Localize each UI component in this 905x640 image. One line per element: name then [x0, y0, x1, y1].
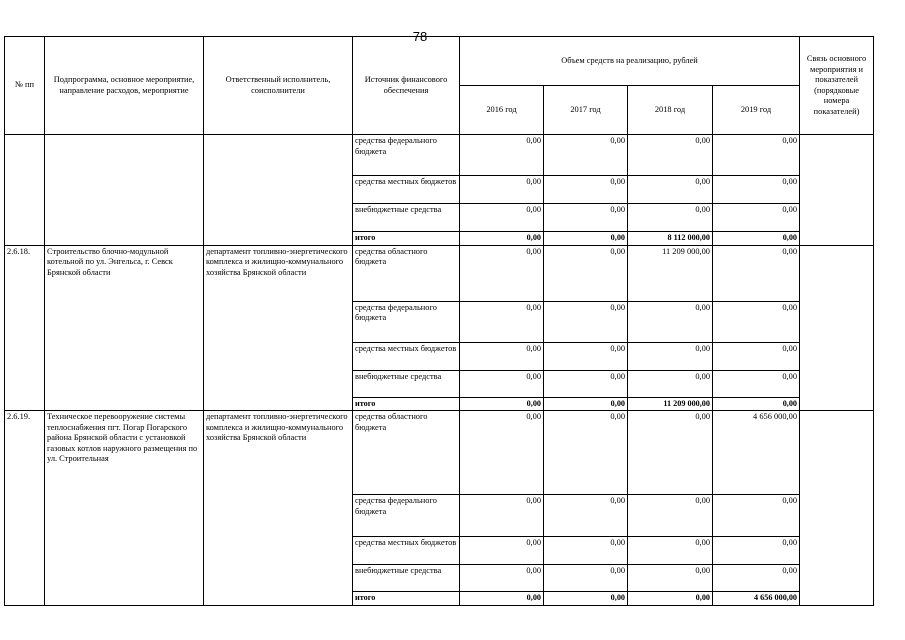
- source-cell: средства областного бюджета: [353, 245, 460, 301]
- value-2017: 0,00: [544, 176, 628, 204]
- source-cell: средства федерального бюджета: [353, 135, 460, 176]
- value-2018: 11 209 000,00: [628, 397, 713, 411]
- value-2017: 0,00: [544, 245, 628, 301]
- value-2016: 0,00: [460, 232, 544, 246]
- value-2017: 0,00: [544, 342, 628, 370]
- header-volume: Объем средств на реализацию, рублей: [460, 37, 800, 86]
- value-2018: 0,00: [628, 565, 713, 592]
- value-2016: 0,00: [460, 411, 544, 495]
- value-2017: 0,00: [544, 232, 628, 246]
- budget-table-body: [5, 135, 874, 606]
- value-2016: 0,00: [460, 537, 544, 565]
- header-indicator-link: Связь основного мероприятия и показателей (порядковые номера показателей): [800, 37, 874, 135]
- value-2019: 0,00: [713, 342, 800, 370]
- table-row: [5, 245, 874, 301]
- value-2017: 0,00: [544, 592, 628, 606]
- program-cell: [45, 135, 204, 246]
- value-2018: 0,00: [628, 135, 713, 176]
- table-row: [5, 411, 874, 495]
- source-cell: итого: [353, 592, 460, 606]
- value-2019: 0,00: [713, 495, 800, 537]
- value-2017: 0,00: [544, 397, 628, 411]
- source-cell: средства федерального бюджета: [353, 301, 460, 342]
- value-2019: 0,00: [713, 397, 800, 411]
- value-2018: 8 112 000,00: [628, 232, 713, 246]
- indicator-link-cell: [800, 245, 874, 411]
- value-2018: 0,00: [628, 176, 713, 204]
- value-2017: 0,00: [544, 537, 628, 565]
- value-2016: 0,00: [460, 495, 544, 537]
- value-2019: 0,00: [713, 301, 800, 342]
- row-number-cell: 2.6.18.: [5, 245, 45, 411]
- header-executor: Ответственный исполнитель, соисполнители: [204, 37, 353, 135]
- value-2018: 0,00: [628, 342, 713, 370]
- value-2017: 0,00: [544, 495, 628, 537]
- header-year-2018: 2018 год: [628, 86, 713, 135]
- value-2016: 0,00: [460, 397, 544, 411]
- value-2016: 0,00: [460, 135, 544, 176]
- source-cell: средства местных бюджетов: [353, 342, 460, 370]
- indicator-link-cell: [800, 411, 874, 606]
- value-2016: 0,00: [460, 370, 544, 397]
- value-2016: 0,00: [460, 592, 544, 606]
- executor-cell: департамент топливно-энергетического комплекса и жилищно-коммунального хозяйства Брянской области: [204, 245, 353, 411]
- value-2019: 4 656 000,00: [713, 411, 800, 495]
- source-cell: средства федерального бюджета: [353, 495, 460, 537]
- program-cell: Строительство блочно-модульной котельной по ул. Энгельса, г. Севск Брянской области: [45, 245, 204, 411]
- value-2018: 0,00: [628, 370, 713, 397]
- page-number: 78: [412, 29, 428, 44]
- value-2016: 0,00: [460, 565, 544, 592]
- source-cell: средства местных бюджетов: [353, 176, 460, 204]
- value-2019: 0,00: [713, 565, 800, 592]
- executor-cell: департамент топливно-энергетического комплекса и жилищно-коммунального хозяйства Брянской области: [204, 411, 353, 606]
- value-2019: 0,00: [713, 232, 800, 246]
- value-2019: 0,00: [713, 176, 800, 204]
- header-year-2019: 2019 год: [713, 86, 800, 135]
- value-2016: 0,00: [460, 176, 544, 204]
- value-2018: 0,00: [628, 301, 713, 342]
- value-2017: 0,00: [544, 565, 628, 592]
- value-2017: 0,00: [544, 135, 628, 176]
- value-2018: 0,00: [628, 204, 713, 232]
- program-cell: Техническое перевооружение системы теплоснабжения пгт. Погар Погарского района Брянской области с установкой газовых котлов наружного размещения по ул. Строительная: [45, 411, 204, 606]
- value-2019: 0,00: [713, 370, 800, 397]
- value-2016: 0,00: [460, 245, 544, 301]
- value-2017: 0,00: [544, 411, 628, 495]
- value-2019: 4 656 000,00: [713, 592, 800, 606]
- source-cell: средства областного бюджета: [353, 411, 460, 495]
- header-year-2016: 2016 год: [460, 86, 544, 135]
- value-2016: 0,00: [460, 301, 544, 342]
- value-2018: 0,00: [628, 537, 713, 565]
- executor-cell: [204, 135, 353, 246]
- header-year-2017: 2017 год: [544, 86, 628, 135]
- table-row: [5, 135, 874, 176]
- row-number-cell: 2.6.19.: [5, 411, 45, 606]
- value-2019: 0,00: [713, 537, 800, 565]
- source-cell: внебюджетные средства: [353, 565, 460, 592]
- budget-table: [4, 36, 874, 606]
- value-2019: 0,00: [713, 135, 800, 176]
- source-cell: итого: [353, 232, 460, 246]
- source-cell: внебюджетные средства: [353, 370, 460, 397]
- value-2018: 0,00: [628, 411, 713, 495]
- value-2019: 0,00: [713, 245, 800, 301]
- header-number: № пп: [5, 37, 45, 135]
- value-2017: 0,00: [544, 370, 628, 397]
- source-cell: средства местных бюджетов: [353, 537, 460, 565]
- value-2016: 0,00: [460, 204, 544, 232]
- source-cell: итого: [353, 397, 460, 411]
- value-2016: 0,00: [460, 342, 544, 370]
- header-program: Подпрограмма, основное мероприятие, направление расходов, мероприятие: [45, 37, 204, 135]
- header-source: Источник финансового обеспечения: [353, 37, 460, 135]
- value-2017: 0,00: [544, 204, 628, 232]
- indicator-link-cell: [800, 135, 874, 246]
- row-number-cell: [5, 135, 45, 246]
- value-2017: 0,00: [544, 301, 628, 342]
- value-2018: 11 209 000,00: [628, 245, 713, 301]
- value-2019: 0,00: [713, 204, 800, 232]
- source-cell: внебюджетные средства: [353, 204, 460, 232]
- value-2018: 0,00: [628, 592, 713, 606]
- value-2018: 0,00: [628, 495, 713, 537]
